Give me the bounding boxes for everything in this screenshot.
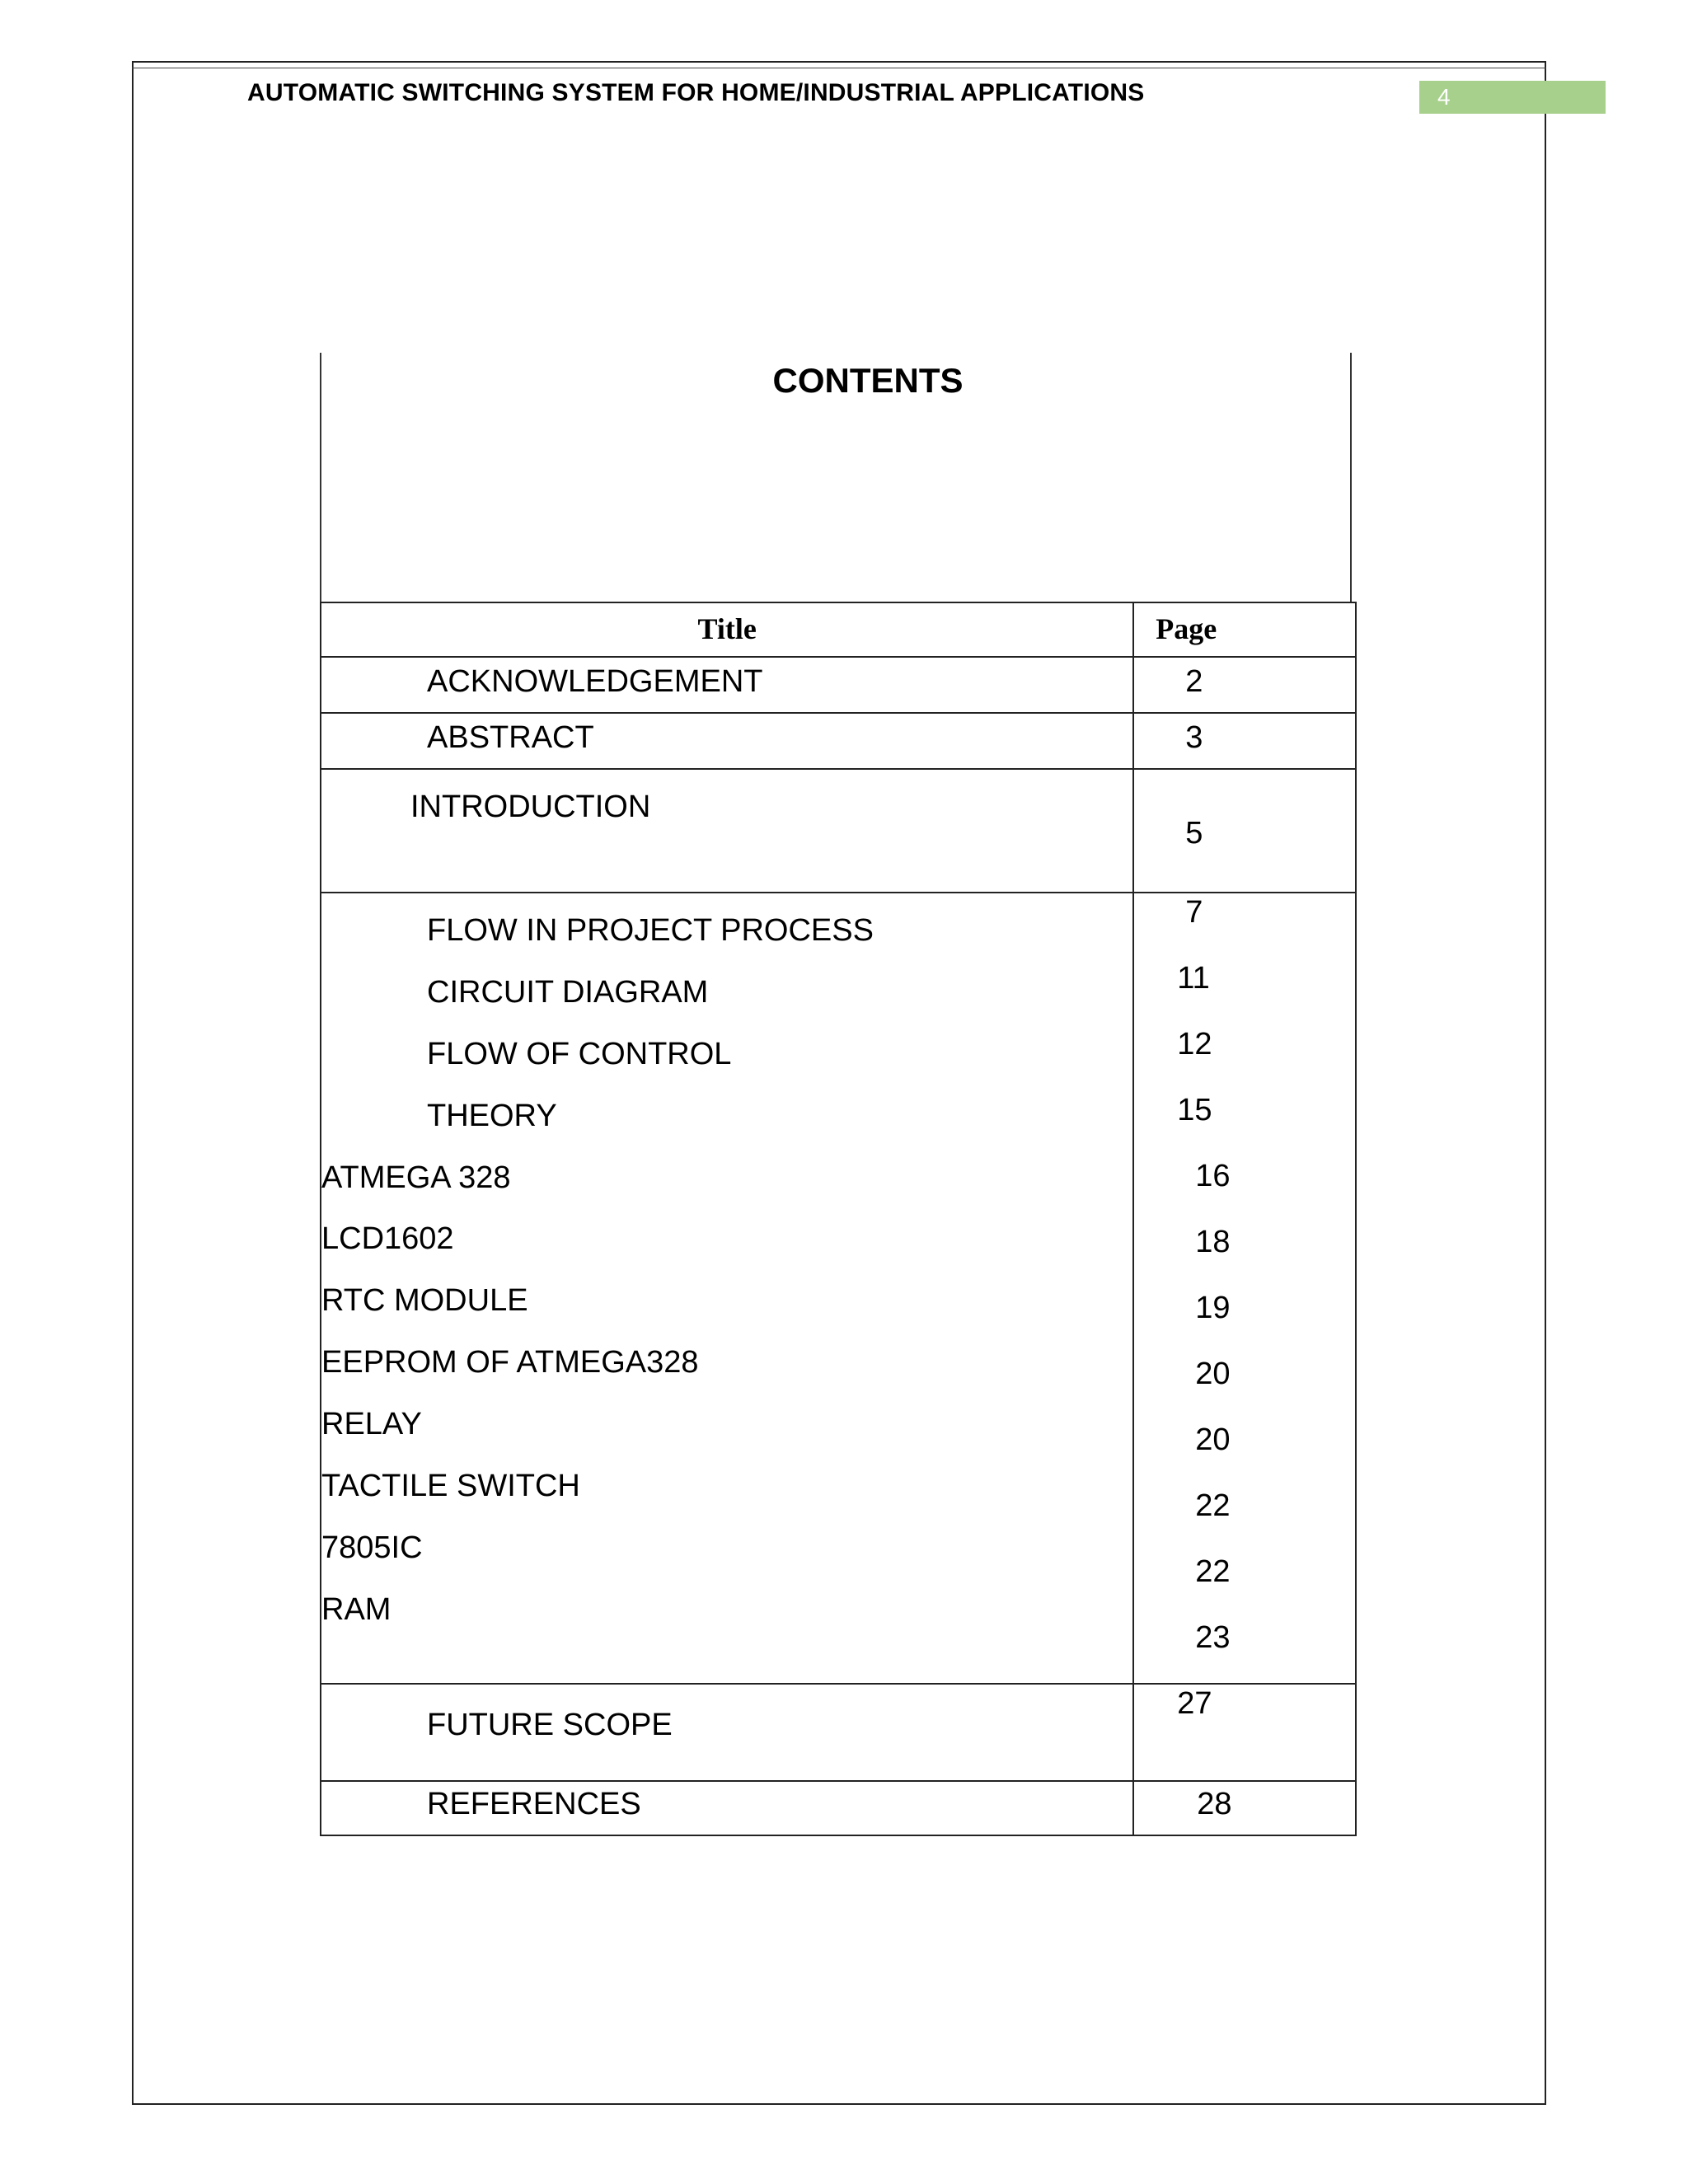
table-row — [321, 1684, 1356, 1781]
table-row — [321, 893, 1356, 1684]
toc-entry-page: 15 — [1177, 1093, 1212, 1127]
table-row — [321, 713, 1356, 769]
toc-entry-title: RTC MODULE — [321, 1283, 528, 1318]
toc-entry-page: 5 — [1185, 816, 1203, 851]
page-number-badge: 4 — [1419, 81, 1606, 114]
toc-entry-title: 7805IC — [321, 1530, 423, 1565]
toc-entry-page: 19 — [1195, 1291, 1231, 1325]
toc-entry-title: LCD1602 — [321, 1221, 454, 1256]
toc-entry-page: 22 — [1195, 1488, 1231, 1523]
toc-entry-page: 20 — [1195, 1357, 1231, 1391]
toc-entry-title: EEPROM OF ATMEGA328 — [321, 1345, 699, 1380]
toc-entry-page: 16 — [1195, 1159, 1231, 1193]
toc-entry-title: FLOW IN PROJECT PROCESS — [427, 913, 874, 948]
toc-entry-title: INTRODUCTION — [410, 790, 651, 824]
toc-entry-title: ABSTRACT — [427, 720, 594, 755]
toc-entry-title: THEORY — [427, 1099, 557, 1133]
toc-entry-title: ATMEGA 328 — [321, 1160, 511, 1195]
toc-entry-title: ACKNOWLEDGEMENT — [427, 664, 763, 699]
toc-entry-title: CIRCUIT DIAGRAM — [427, 975, 709, 1010]
table-row — [321, 1781, 1356, 1835]
toc-entry-title: RELAY — [321, 1407, 422, 1441]
toc-entry-title: RAM — [321, 1592, 392, 1627]
contents-heading: CONTENTS — [772, 361, 964, 400]
table-row — [321, 657, 1356, 713]
toc-entry-page: 12 — [1177, 1027, 1212, 1062]
toc-entry-title: FLOW OF CONTROL — [427, 1037, 732, 1071]
document-header-title: AUTOMATIC SWITCHING SYSTEM FOR HOME/INDUSTRIAL APPLICATIONS — [247, 79, 1145, 106]
table-row — [321, 769, 1356, 893]
toc-entry-title: TACTILE SWITCH — [321, 1469, 580, 1503]
toc-entry-page: 22 — [1195, 1554, 1231, 1589]
toc-entry-page: 2 — [1185, 664, 1203, 699]
toc-header-row — [321, 602, 1356, 657]
toc-entry-page: 7 — [1185, 895, 1203, 930]
toc-entry-title: REFERENCES — [427, 1787, 641, 1821]
toc-entry-page: 20 — [1195, 1422, 1231, 1457]
toc-entry-page: 28 — [1197, 1787, 1232, 1821]
table-of-contents — [320, 602, 1357, 1836]
toc-entry-page: 23 — [1195, 1620, 1231, 1655]
toc-entry-page: 27 — [1177, 1686, 1212, 1721]
toc-entry-page: 3 — [1185, 720, 1203, 755]
toc-header-title: Title — [321, 602, 1133, 657]
toc-header-page: Page — [1133, 602, 1356, 657]
toc-entry-page: 11 — [1177, 961, 1210, 996]
toc-entry-title: FUTURE SCOPE — [427, 1708, 673, 1742]
toc-entry-page: 18 — [1195, 1225, 1231, 1259]
